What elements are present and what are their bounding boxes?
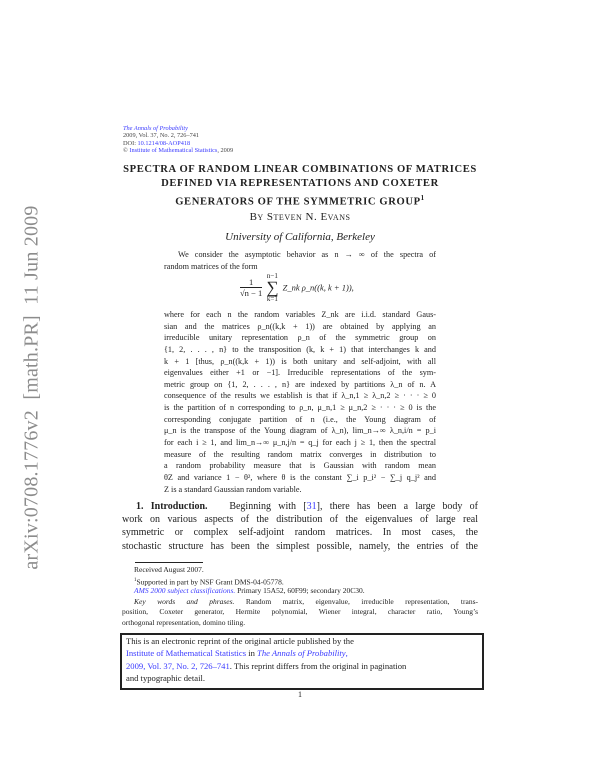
affiliation: University of California, Berkeley <box>225 231 375 243</box>
abstract-line: We consider the asymptotic behavior as n → ∞ of the spectra of <box>178 250 436 259</box>
section-heading: 1. Introduction. <box>136 501 208 512</box>
intro-line: work on various aspects of the distribution of the eigenvalues of large real <box>122 514 478 526</box>
title-line: SPECTRA OF RANDOM LINEAR COMBINATIONS OF MATRICES <box>123 164 477 175</box>
abstract-line: a random probability measure that is Gaussian with random mean <box>164 461 436 471</box>
doi-label: DOI: <box>123 139 138 147</box>
citation-link[interactable]: 31 <box>306 501 317 512</box>
doi-link[interactable]: 10.1214/08-AOP418 <box>137 139 191 147</box>
reprint-citation-link[interactable]: 2009, Vol. 37, No. 2, 726–741 <box>126 660 230 671</box>
abstract-line: for each i ≥ 1, and lim_n→∞ μ_n,j/n = q_j for each j ≥ 1, then the spectral <box>164 438 436 448</box>
reprint-notice-box <box>120 633 484 690</box>
abstract-body <box>164 309 436 495</box>
title-line: DEFINED VIA REPRESENTATIONS AND COXETER <box>161 178 439 189</box>
formula-fraction: $\frac{1}{√n - 1}$ <box>240 277 263 298</box>
abstract-line: measure of the resulting random matrix converges in distribution to <box>164 449 436 459</box>
abstract-line: Z is a standard Gaussian random variable. <box>164 484 302 494</box>
abstract-line: where for each n the random variables Z_nk are i.i.d. standard Gaus- <box>164 310 436 319</box>
institute-link[interactable]: Institute of Mathematical Statistics <box>129 147 218 155</box>
journal-header <box>123 125 233 155</box>
reprint-journal-link[interactable]: The Annals of Probability <box>257 648 346 659</box>
keywords: Key words and phrases. Random matrix, eigenvalue, irreducible representation, trans- <box>134 596 478 606</box>
ams-link[interactable]: AMS 2000 subject classifications. <box>134 586 236 596</box>
abstract-line: sian and the matrices ρ_n((k,k + 1)) are obtained by applying an <box>164 321 436 331</box>
footnotes <box>122 565 478 629</box>
formula-sum: n−1 ∑ k=1 <box>266 272 279 303</box>
abstract-line: k + 1 [thus, ρ_n((k,k + 1)) is both unitary and self-adjoint, with all <box>164 356 436 366</box>
paper-title <box>110 163 490 210</box>
author: By Steven N. Evans <box>249 211 351 223</box>
reprint-line: 2009, Vol. 37, No. 2, 726–741. This reprint differs from the original in pagination <box>126 660 407 671</box>
abstract-line: μ_n is the transpose of the Young diagram of λ_n), lim_n→∞ λ_n,i/n = p_i <box>164 426 436 436</box>
display-formula <box>164 270 436 306</box>
reprint-line: This is an electronic reprint of the original article published by the <box>126 636 354 646</box>
introduction-section <box>122 500 478 553</box>
abstract-line: random matrices of the form <box>164 261 258 271</box>
arxiv-identifier-stamp: arXiv:0708.1776v2 [math.PR] 11 Jun 2009 <box>20 205 43 570</box>
reprint-institute-link[interactable]: Institute of Mathematical Statistics <box>126 648 247 659</box>
abstract-line: {1, 2, . . . , n} to the transposition (k, k + 1) that interchanges k and <box>164 344 436 354</box>
received-date: Received August 2007. <box>134 565 204 574</box>
abstract-intro <box>164 249 436 272</box>
abstract-line: eigenvalues either +1 or −1]. Irreducible representations of the sym- <box>164 368 436 378</box>
keywords-line: orthogonal representation, domino tiling. <box>122 617 246 627</box>
copyright-icon: © <box>123 147 128 155</box>
intro-line: symmetric or complex self-adjoint random matrices. In most cases, the <box>122 527 478 539</box>
abstract-line: is the partition of n corresponding to ρ_n, μ_n,1 ≥ μ_n,2 ≥ · · · ≥ 0 is the <box>164 403 436 413</box>
page-number: 1 <box>298 690 302 699</box>
keywords-line: position, Coxeter generator, Hermite polynomial, Wiener integral, character ratio, Young’s <box>122 607 478 617</box>
reprint-line: and typographic detail. <box>126 673 205 684</box>
support-footnote: $^1$Supported in part by NSF Grant DMS-04-05778. <box>134 577 284 587</box>
copyright-year: , 2009 <box>217 147 234 155</box>
reprint-line: Institute of Mathematical Statistics in The Annals of Probability, <box>126 648 348 659</box>
formula-body: Z_nk ρ_n((k, k + 1)), <box>282 282 354 293</box>
journal-volume: 2009, Vol. 37, No. 2, 726–741 <box>123 132 200 140</box>
intro-line: 1. Introduction. Beginning with [31], there has been a large body of <box>136 501 478 512</box>
intro-line: stochastic structure has been the simplest possible, namely, the entries of the <box>122 540 478 552</box>
abstract-line: irreducible unitary representation ρ_n of the symmetric group on <box>164 333 436 343</box>
ams-classification: AMS 2000 subject classifications. Primary 15A52, 60F99; secondary 20C30. <box>134 586 365 596</box>
abstract-line: metric group on {1, 2, . . . , n} are indexed by partitions λ_n of n. A <box>164 379 436 389</box>
abstract-line: corresponding conjugate partition of n (i.e., the Young diagram of <box>164 414 436 424</box>
abstract-line: θZ and variance 1 − θ², where θ is the constant ∑_i p_i² − ∑_j q_j² and <box>164 472 436 482</box>
footnote-rule <box>135 562 203 563</box>
title-line: GENERATORS OF THE SYMMETRIC GROUP <box>175 196 421 208</box>
abstract-line: consequence of the results we establish is that if λ_n,1 ≥ λ_n,2 ≥ · · · ≥ 0 <box>164 391 436 401</box>
title-footnote-mark: 1 <box>420 194 425 202</box>
journal-name-link[interactable]: The Annals of Probability <box>123 125 188 132</box>
